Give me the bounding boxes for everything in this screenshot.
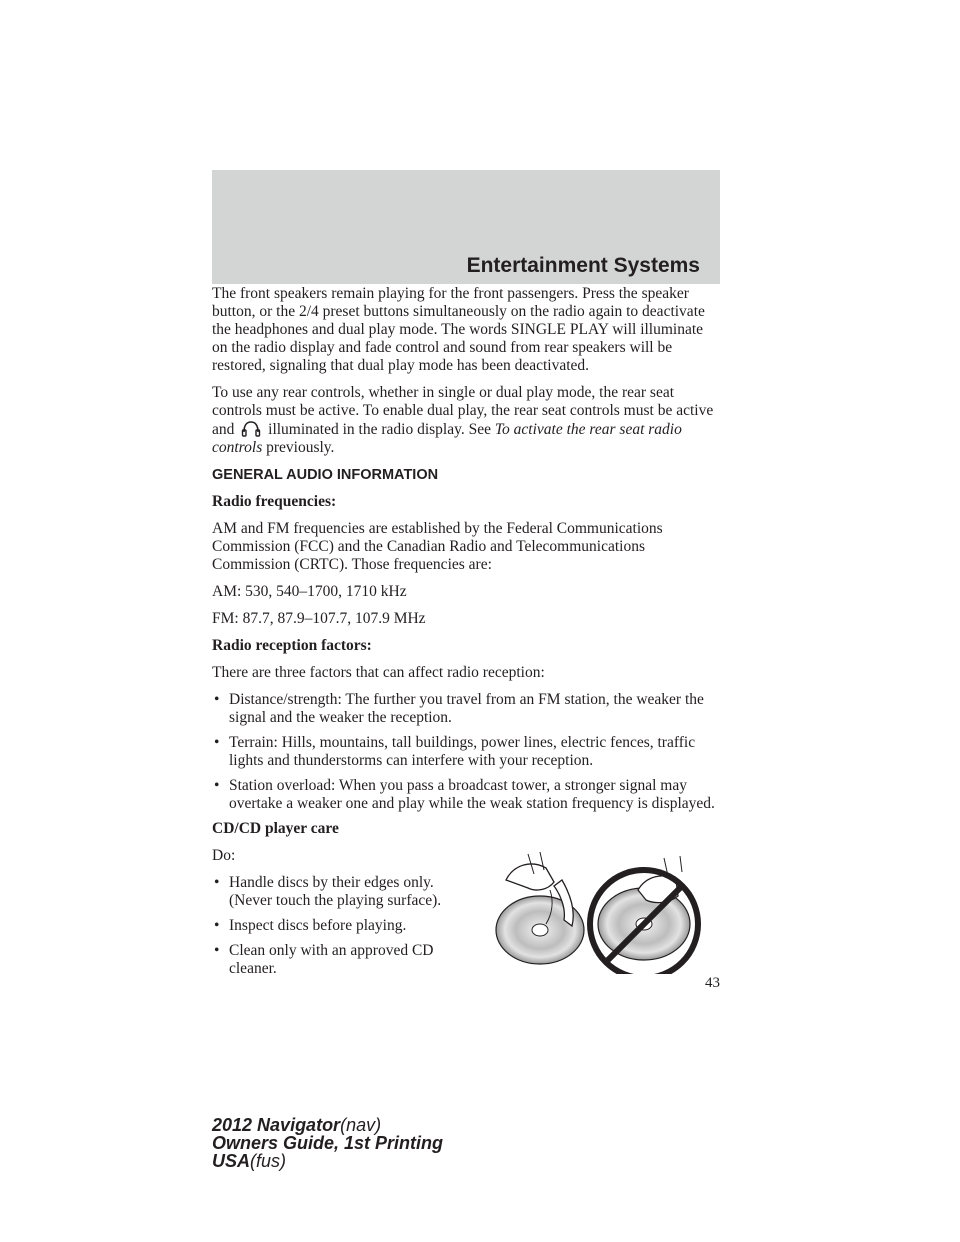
list-item-text: Distance/strength: The further you travel from an FM station, the weaker the signal and the weaker the reception. xyxy=(229,691,704,726)
bullet-icon: • xyxy=(214,874,220,891)
footer-line-3 xyxy=(212,1152,443,1170)
correct-handling-icon xyxy=(496,852,584,964)
cross-reference: To activate the rear seat radio controls xyxy=(212,421,682,456)
footer-model-code: (nav) xyxy=(340,1115,382,1135)
paragraph-rear-controls-start: To use any rear controls, whether in single or dual play mode, the rear seat controls must be active. To enable dual play, the rear seat controls must be active and xyxy=(212,384,714,438)
list-item xyxy=(212,691,720,727)
paragraph-rear-controls-mid: illuminated in the radio display. See xyxy=(268,421,491,438)
reception-factors-title: Radio reception factors: xyxy=(212,637,372,654)
list-item xyxy=(212,874,462,910)
bullet-icon: • xyxy=(214,691,220,708)
do-label: Do: xyxy=(212,847,236,864)
radio-frequencies-title: Radio frequencies: xyxy=(212,493,337,510)
paragraph-dual-play: The front speakers remain playing for the front passengers. Press the speaker button, or the 2/4 preset buttons simultaneously on the radio again to deactivate the headphones and dual play mode. The words SINGLE PLAY will illuminate on the radio display and fade control and sound from rear speakers will be restored, signaling that dual play mode has been deactivated. xyxy=(212,285,705,374)
paragraph-rear-controls-end: previously. xyxy=(266,439,335,456)
footer-model: 2012 Navigator xyxy=(212,1115,341,1135)
radio-frequencies-text: AM and FM frequencies are established by the Federal Communications Commission (FCC) and the Canadian Radio and Telecommunications Commission (CRTC). Those frequencies are: xyxy=(212,520,663,573)
bullet-icon: • xyxy=(214,942,220,959)
list-item xyxy=(212,777,720,813)
list-item-text: Handle discs by their edges only. (Never touch the playing surface). xyxy=(229,874,442,909)
cd-care-list xyxy=(212,874,462,978)
footer-guide: Owners Guide, 1st Printing xyxy=(212,1133,444,1153)
header-band xyxy=(212,170,720,284)
bullet-icon: • xyxy=(214,917,220,934)
footer-line-2 xyxy=(212,1134,443,1152)
list-item-text: Station overload: When you pass a broadcast tower, a stronger signal may overtake a weaker one and play while the weak station frequency is displayed. xyxy=(229,777,715,812)
fm-frequencies: FM: 87.7, 87.9–107.7, 107.9 MHz xyxy=(212,610,426,627)
headphones-icon xyxy=(240,420,262,438)
footer-market: USA xyxy=(212,1151,251,1171)
paragraph-rear-controls xyxy=(212,384,720,457)
cd-handling-illustration xyxy=(488,850,710,974)
bullet-icon: • xyxy=(214,734,220,751)
footer xyxy=(212,1116,443,1170)
page-number: 43 xyxy=(705,975,720,991)
reception-intro: There are three factors that can affect radio reception: xyxy=(212,664,545,681)
cd-care-title: CD/CD player care xyxy=(212,820,339,837)
list-item xyxy=(212,734,720,770)
section-title: Entertainment Systems xyxy=(466,254,700,277)
prohibited-icon xyxy=(590,856,698,974)
list-item xyxy=(212,917,462,935)
footer-line-1 xyxy=(212,1116,443,1134)
section-heading: GENERAL AUDIO INFORMATION xyxy=(212,467,439,483)
list-item xyxy=(212,942,462,978)
list-item-text: Clean only with an approved CD cleaner. xyxy=(229,942,434,977)
bullet-icon: • xyxy=(214,777,220,794)
am-frequencies: AM: 530, 540–1700, 1710 kHz xyxy=(212,583,407,600)
footer-market-code: (fus) xyxy=(250,1151,287,1171)
list-item-text: Inspect discs before playing. xyxy=(229,917,407,934)
list-item-text: Terrain: Hills, mountains, tall buildings, power lines, electric fences, traffic lights and thunderstorms can interfere with your reception. xyxy=(229,734,696,769)
